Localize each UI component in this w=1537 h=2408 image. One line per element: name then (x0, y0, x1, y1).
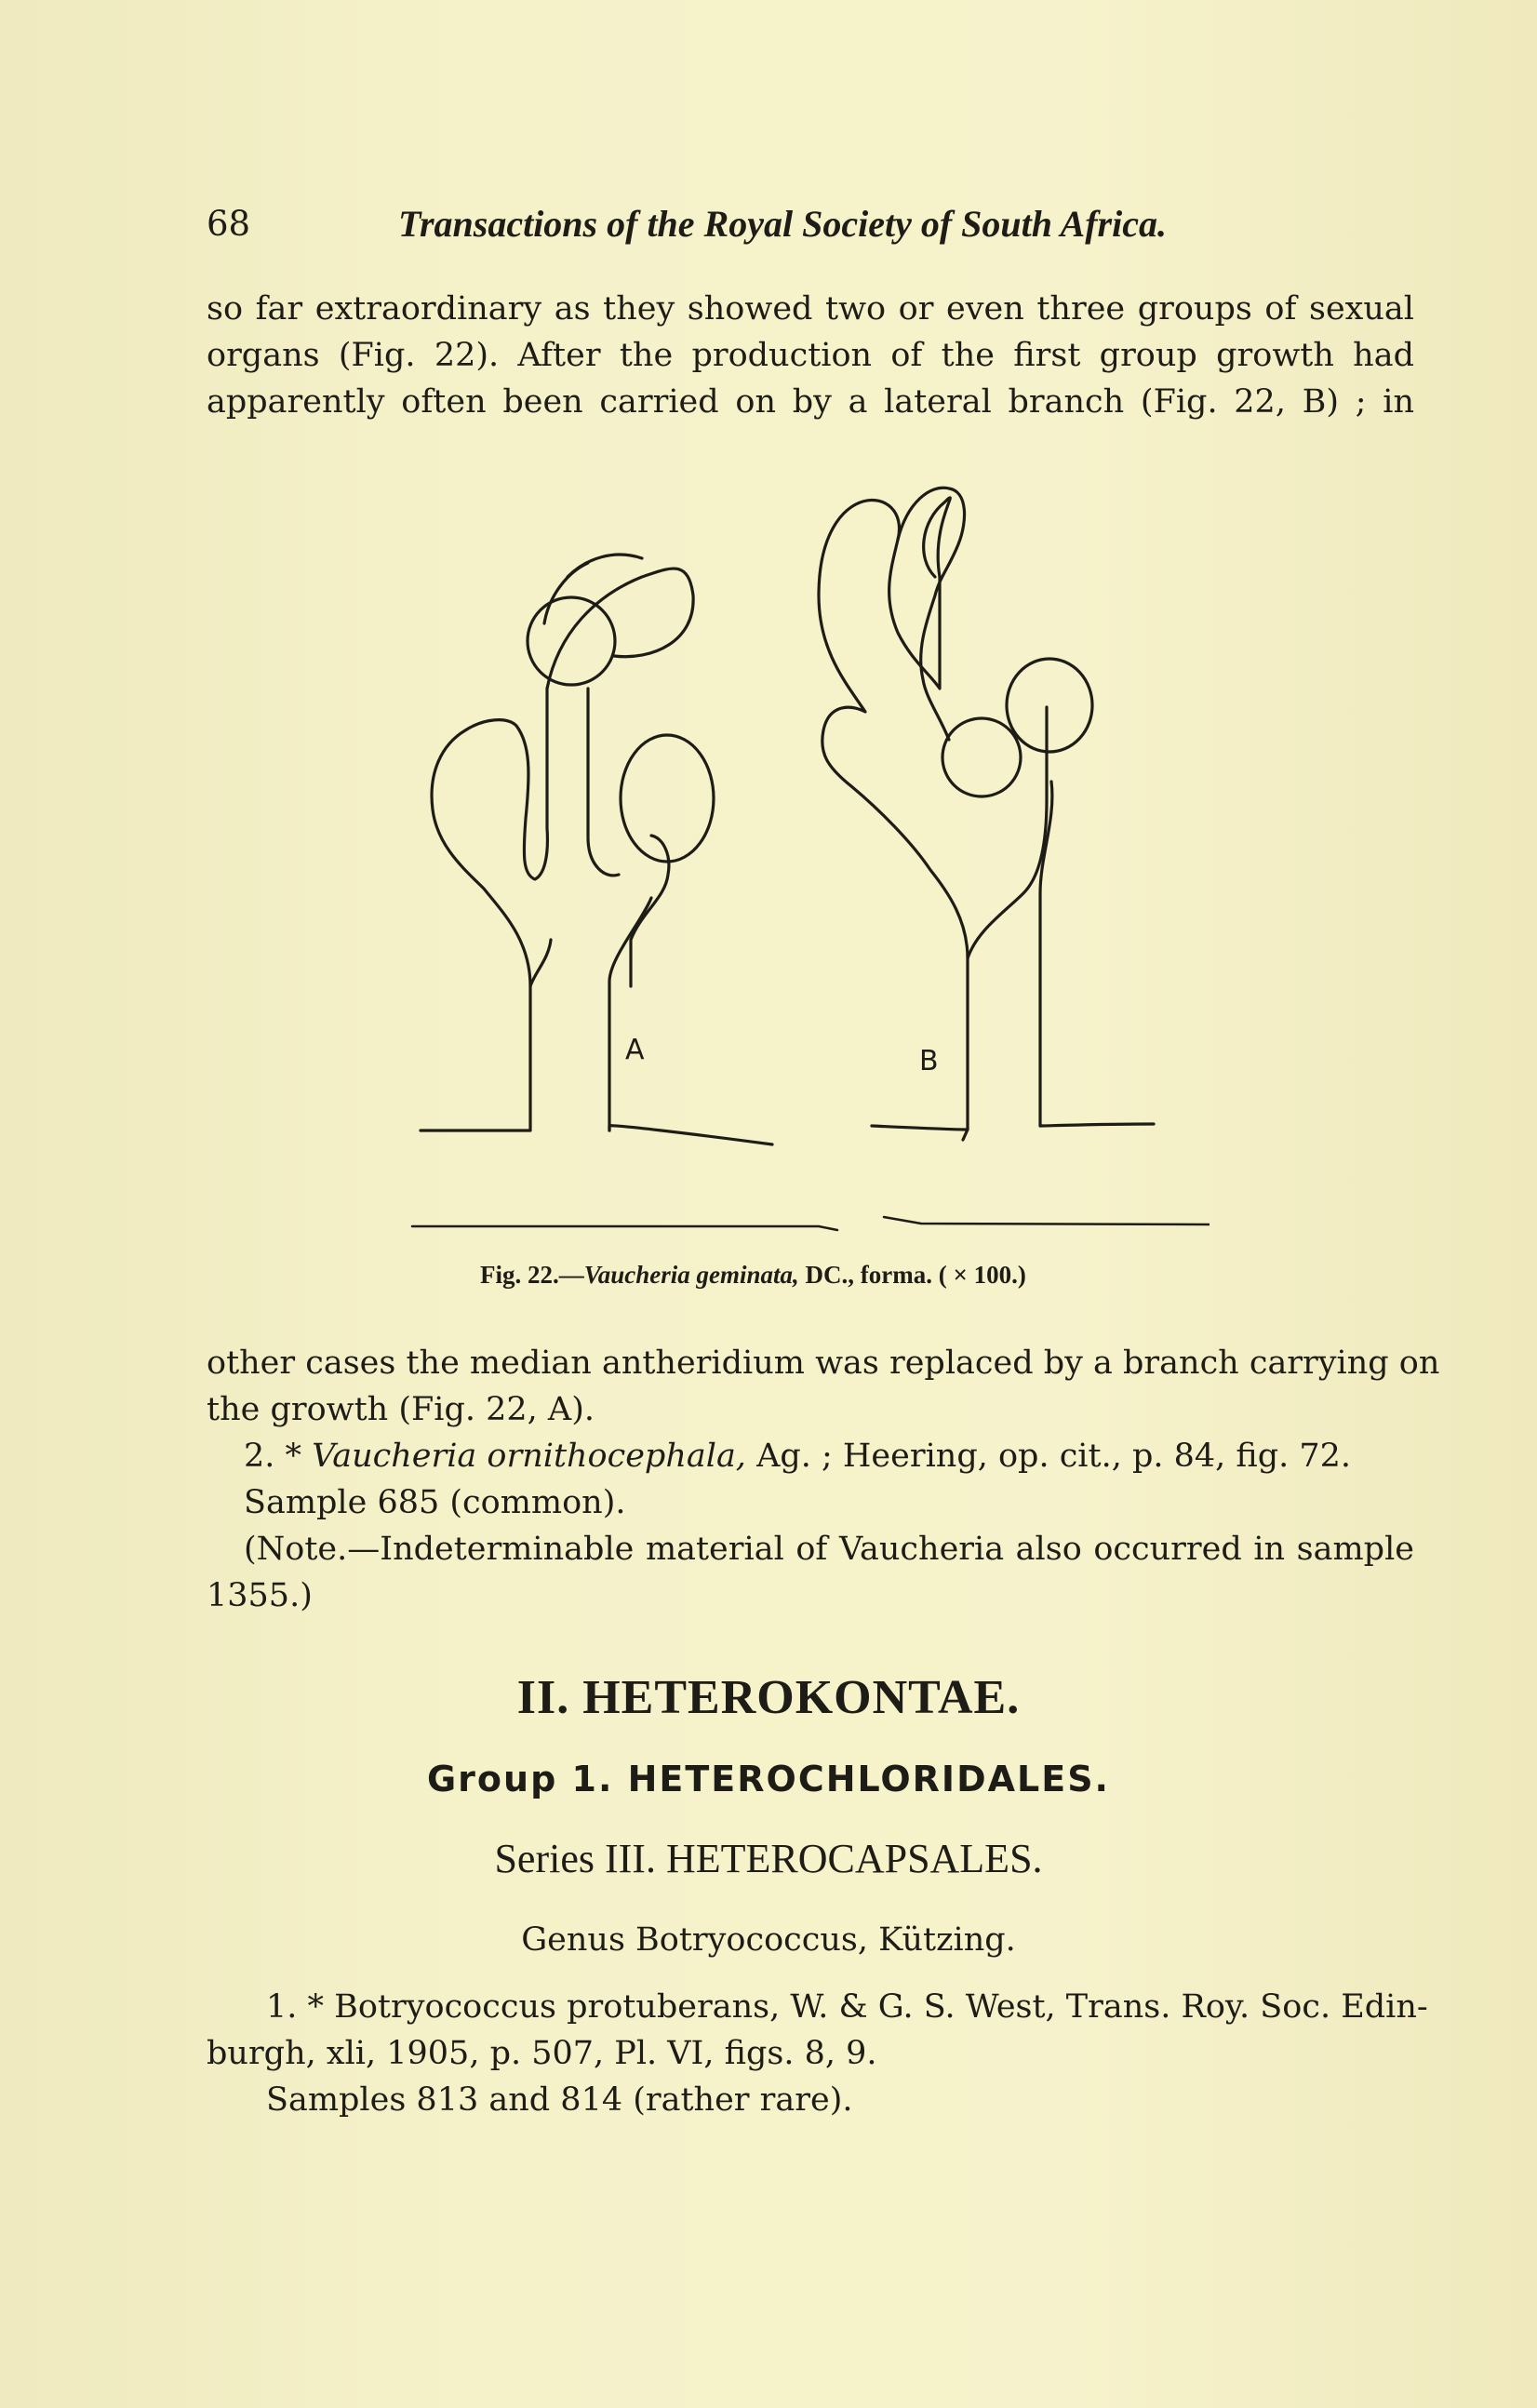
entry-line: Samples 813 and 814 (rather rare). (266, 2081, 853, 2119)
entry-species: Vaucheria ornithocephala, (312, 1438, 746, 1475)
paragraph-line: organs (Fig. 22). After the production of the first group growth had (207, 337, 1414, 374)
figure-baseline-left (412, 1226, 837, 1230)
series-heading: Series III. HETEROCAPSALES. (494, 1836, 1043, 1881)
page-header (207, 198, 1230, 250)
paragraph-mid (207, 1340, 1440, 1433)
label-a: A (625, 1034, 645, 1066)
entry-line: burgh, xli, 1905, p. 507, Pl. VI, figs. 8, 9. (207, 2035, 877, 2072)
specimen-a-drawing (421, 555, 772, 1144)
figure-baseline-right (884, 1217, 1210, 1224)
sample-line: Sample 685 (common). (244, 1484, 626, 1521)
entry-number: 2. * (244, 1438, 313, 1475)
caption-rest: DC., forma. ( × 100.) (798, 1261, 1026, 1289)
entry-vaucheria-ornithocephala (244, 1433, 1414, 1479)
note-paragraph (207, 1526, 1414, 1619)
label-b: B (919, 1045, 939, 1077)
entry-botryococcus (207, 1984, 1428, 2123)
paragraph-line: other cases the median antheridium was replaced by a branch carrying on (207, 1344, 1440, 1382)
paragraph-line: the growth (Fig. 22, A). (207, 1391, 595, 1428)
paragraph-line: so far extraordinary as they showed two or even three groups of sexual (207, 290, 1414, 328)
genus-heading: Genus Botryococcus, Kützing. (521, 1921, 1016, 1959)
entry-reference: Ag. ; Heering, op. cit., p. 84, fig. 72. (745, 1438, 1352, 1475)
specimen-b-drawing (819, 488, 1154, 1140)
section-heading: II. HETEROKONTAE. (516, 1671, 1021, 1724)
paragraph-line: apparently often been carried on by a lateral branch (Fig. 22, B) ; in (207, 383, 1414, 421)
caption-species: Vaucheria geminata, (583, 1261, 799, 1289)
paragraph-top (207, 286, 1414, 425)
figure-caption (480, 1256, 1026, 1293)
note-line: 1355.) (207, 1577, 313, 1614)
entry-line: 1. * Botryococcus protuberans, W. & G. S. West, Trans. Roy. Soc. Edin- (266, 1988, 1428, 2026)
running-title: Transactions of the Royal Society of South Africa. (398, 203, 1167, 245)
figure-vaucheria-drawing (391, 456, 1210, 1256)
note-line: (Note.—Indeterminable material of Vaucheria also occurred in sample (244, 1531, 1414, 1568)
group-heading: Group 1. HETEROCHLORIDALES. (426, 1759, 1110, 1799)
caption-figure-number: Fig. 22.— (480, 1261, 584, 1289)
page-number: 68 (207, 204, 251, 244)
